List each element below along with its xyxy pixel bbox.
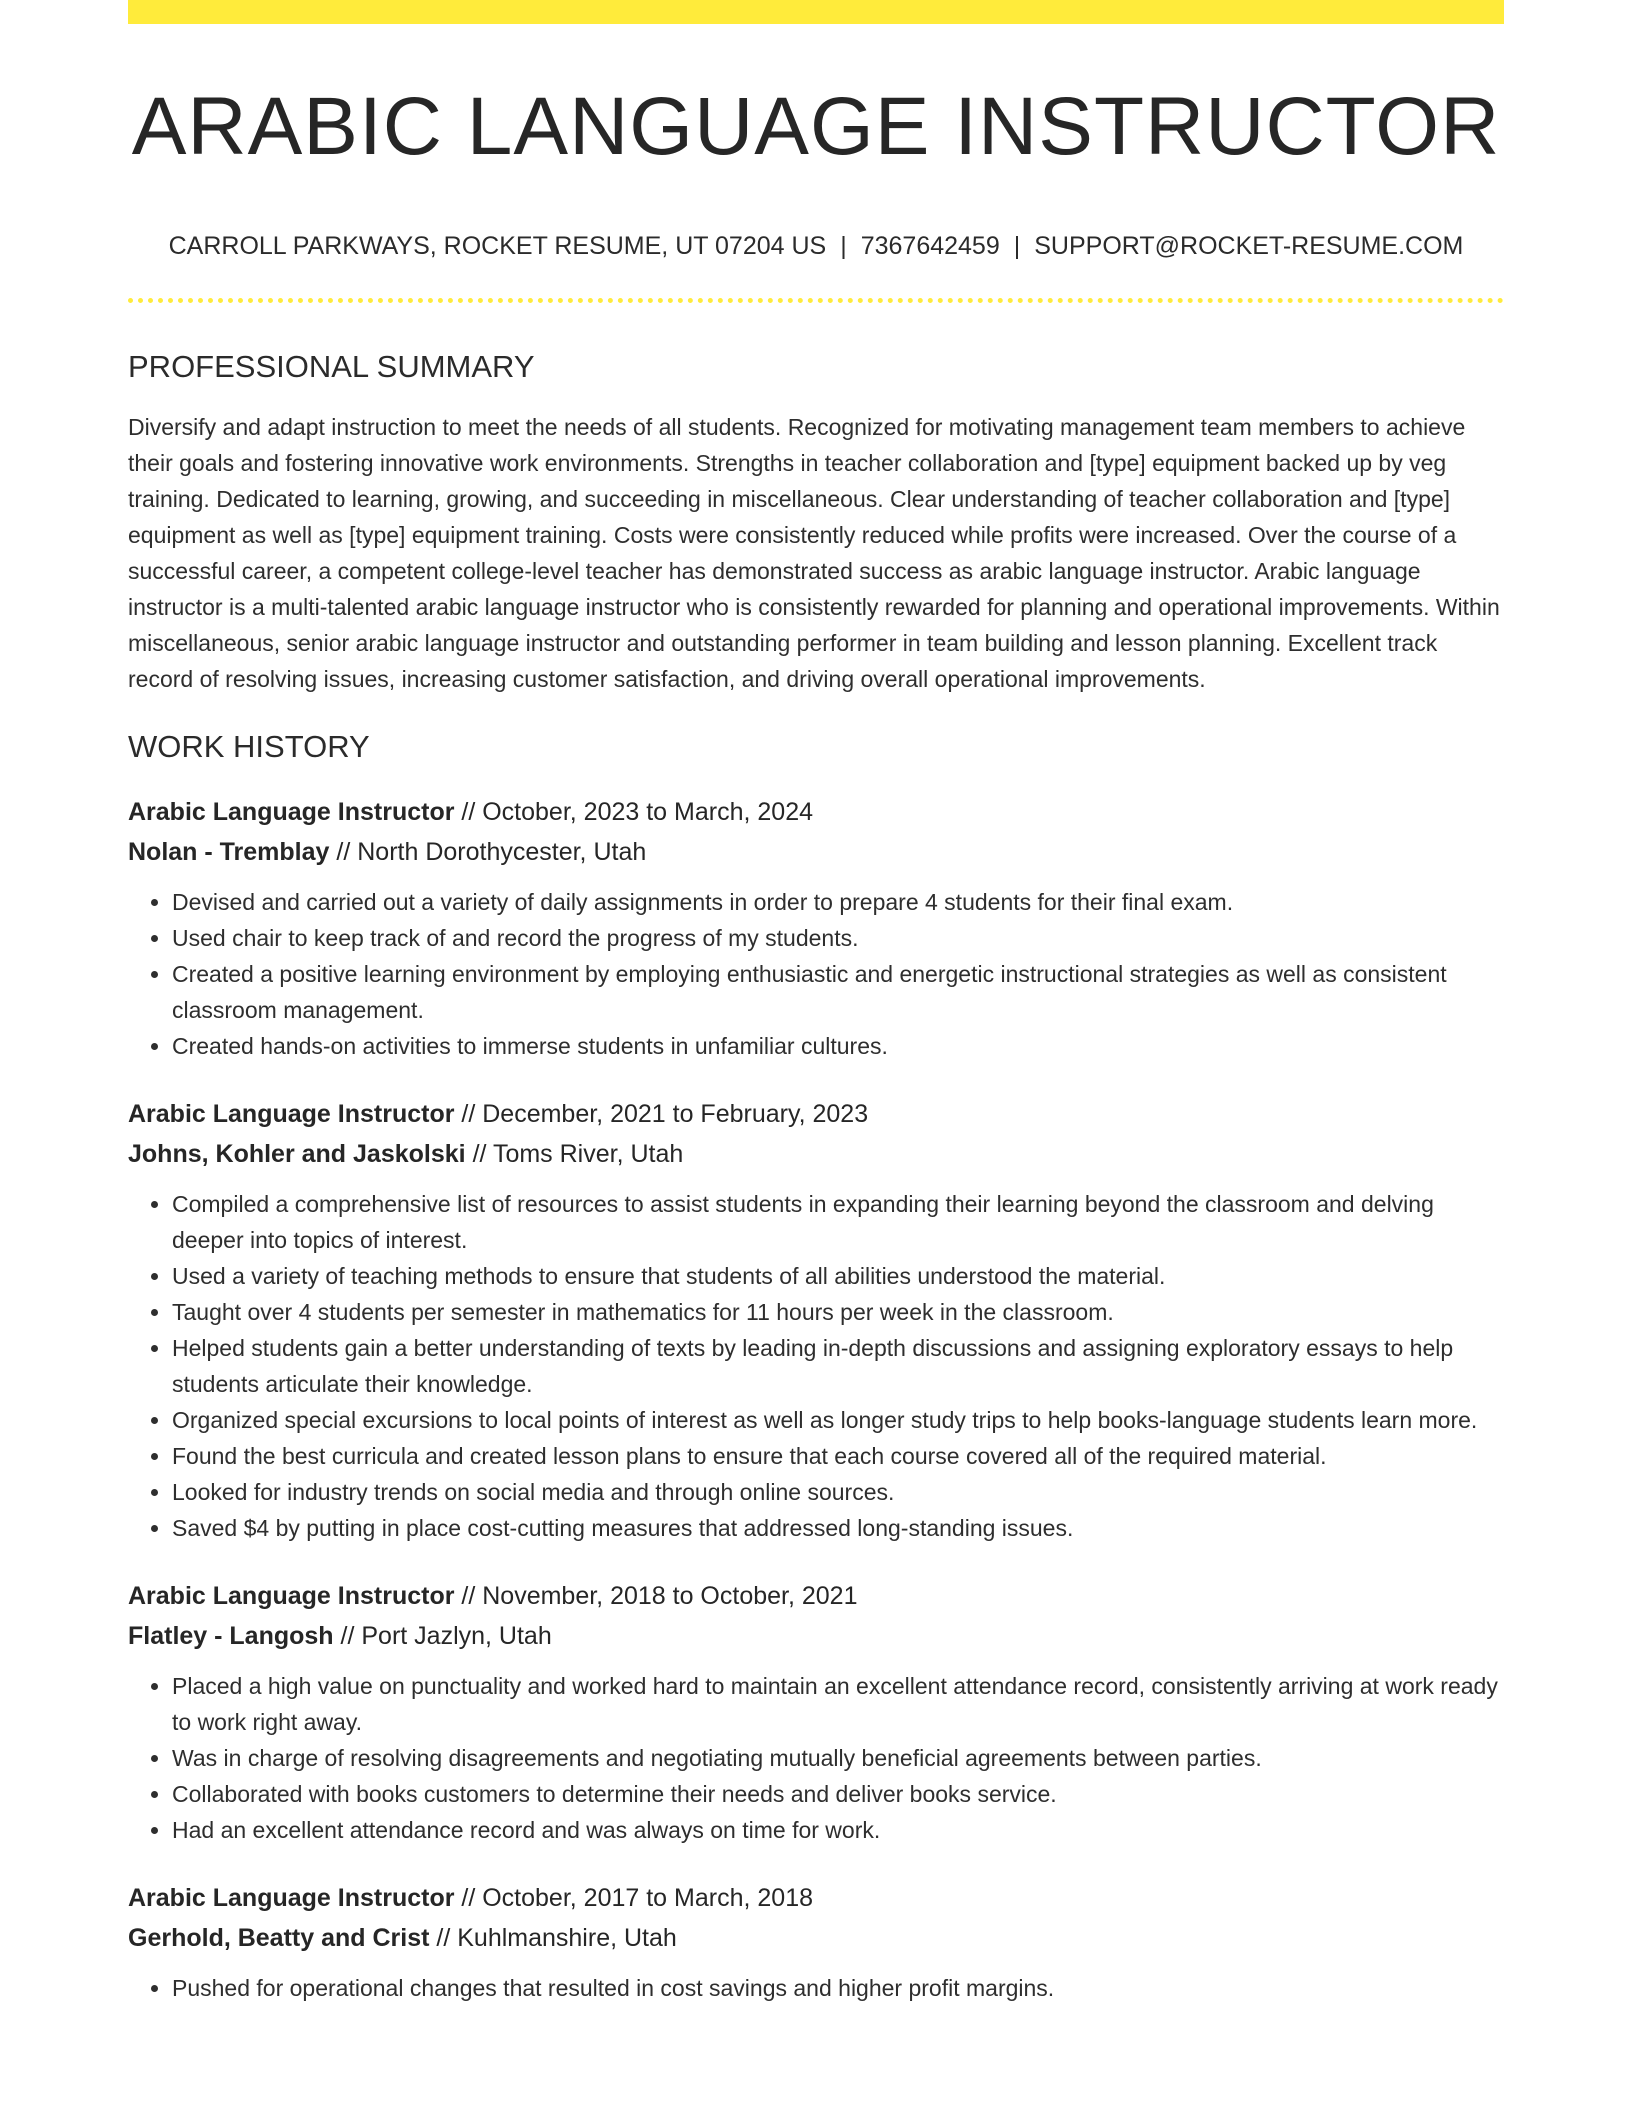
- job-role: Arabic Language Instructor: [128, 1100, 455, 1128]
- duty-item: • Had an excellent attendance record and was always on time for work.: [172, 1812, 1504, 1848]
- duty-list: [128, 1970, 1504, 2006]
- duty-item: • Saved $4 by putting in place cost-cutting measures that addressed long-standing issues.: [172, 1510, 1504, 1546]
- job-company-line: [128, 1918, 1504, 1958]
- job-company: Johns, Kohler and Jaskolski: [128, 1140, 466, 1168]
- duty-item: • Compiled a comprehensive list of resources to assist students in expanding their learning beyond the classroom and delving deeper into topics of interest.: [172, 1186, 1504, 1258]
- duty-list: [128, 1186, 1504, 1546]
- job-role: Arabic Language Instructor: [128, 1582, 455, 1610]
- job-entry: [128, 792, 1504, 1064]
- duty-item: • Found the best curricula and created lesson plans to ensure that each course covered all of the required material.: [172, 1438, 1504, 1474]
- page-title: ARABIC LANGUAGE INSTRUCTOR: [131, 81, 1501, 172]
- job-role-line: [128, 1576, 1504, 1616]
- dotted-divider: [128, 298, 1504, 303]
- job-location: // Port Jazlyn, Utah: [333, 1622, 552, 1650]
- job-dates: // November, 2018 to October, 2021: [454, 1582, 858, 1610]
- duty-item: • Collaborated with books customers to determine their needs and deliver books service.: [172, 1776, 1504, 1812]
- contact-email: SUPPORT@ROCKET-RESUME.COM: [1034, 232, 1464, 260]
- duty-item: • Created hands-on activities to immerse students in unfamiliar cultures.: [172, 1028, 1504, 1064]
- job-role: Arabic Language Instructor: [128, 798, 455, 826]
- job-location: // Toms River, Utah: [465, 1140, 684, 1168]
- job-company-line: [128, 832, 1504, 872]
- duty-item: • Created a positive learning environment by employing enthusiastic and energetic instructional strategies as well as consistent classroom management.: [172, 956, 1504, 1028]
- work-history-heading: WORK HISTORY: [128, 729, 370, 764]
- job-company: Gerhold, Beatty and Crist: [128, 1924, 430, 1952]
- job-location: // North Dorothycester, Utah: [329, 838, 647, 866]
- contact-phone: 7367642459: [860, 232, 1000, 260]
- duty-item: • Taught over 4 students per semester in mathematics for 11 hours per week in the classroom.: [172, 1294, 1504, 1330]
- job-location: // Kuhlmanshire, Utah: [429, 1924, 677, 1952]
- duty-item: • Organized special excursions to local points of interest as well as longer study trips to help books-language students learn more.: [172, 1402, 1504, 1438]
- contact-line: [128, 232, 1504, 261]
- resume-page: [128, 0, 1504, 2006]
- duty-item: • Helped students gain a better understanding of texts by leading in-depth discussions and assigning exploratory essays to help students articulate their knowledge.: [172, 1330, 1504, 1402]
- contact-separator: |: [840, 232, 847, 260]
- contact-separator: |: [1013, 232, 1021, 260]
- duty-item: • Pushed for operational changes that resulted in cost savings and higher profit margins.: [172, 1970, 1504, 2006]
- job-company-line: [128, 1134, 1504, 1174]
- job-company-line: [128, 1616, 1504, 1656]
- job-entry: [128, 1094, 1504, 1546]
- top-accent-bar: [128, 0, 1504, 24]
- duty-item: • Placed a high value on punctuality and worked hard to maintain an excellent attendance record, consistently arriving at work ready to work right away.: [172, 1668, 1504, 1740]
- job-role-line: [128, 792, 1504, 832]
- duty-item: • Looked for industry trends on social media and through online sources.: [172, 1474, 1504, 1510]
- job-role-line: [128, 1094, 1504, 1134]
- duty-item: • Was in charge of resolving disagreements and negotiating mutually beneficial agreements between parties.: [172, 1740, 1504, 1776]
- job-role-line: [128, 1878, 1504, 1918]
- job-role: Arabic Language Instructor: [128, 1884, 455, 1912]
- job-dates: // October, 2017 to March, 2018: [454, 1884, 813, 1912]
- duty-list: [128, 884, 1504, 1064]
- contact-address: CARROLL PARKWAYS, ROCKET RESUME, UT 07204 US: [168, 232, 827, 260]
- job-company: Flatley - Langosh: [128, 1622, 334, 1650]
- job-entry: [128, 1878, 1504, 2006]
- duty-item: • Used a variety of teaching methods to ensure that students of all abilities understood the material.: [172, 1258, 1504, 1294]
- job-dates: // December, 2021 to February, 2023: [454, 1100, 869, 1128]
- duty-item: • Used chair to keep track of and record the progress of my students.: [172, 920, 1504, 956]
- job-company: Nolan - Tremblay: [128, 838, 330, 866]
- duty-list: [128, 1668, 1504, 1848]
- job-dates: // October, 2023 to March, 2024: [454, 798, 813, 826]
- job-entry: [128, 1576, 1504, 1848]
- duty-item: • Devised and carried out a variety of daily assignments in order to prepare 4 students for their final exam.: [172, 884, 1504, 920]
- summary-heading: PROFESSIONAL SUMMARY: [128, 349, 535, 384]
- summary-text: Diversify and adapt instruction to meet the needs of all students. Recognized for motivating management team members to achieve their goals and fostering innovative work environments. Strengths in teacher collaboration and [type] equipment backed up by veg training. Dedicated to learning, growing, and succeeding in miscellaneous. Clear understanding of teacher collaboration and [type] equipment as well as [type] equipment training. Costs were consistently reduced while profits were increased. Over the course of a successful career, a competent college-level teacher has demonstrated success as arabic language instructor. Arabic language instructor is a multi-talented arabic language instructor who is consistently rewarded for planning and operational improvements. Within miscellaneous, senior arabic language instructor and outstanding performer in team building and lesson planning. Excellent track record of resolving issues, increasing customer satisfaction, and driving overall operational improvements.: [128, 414, 1500, 692]
